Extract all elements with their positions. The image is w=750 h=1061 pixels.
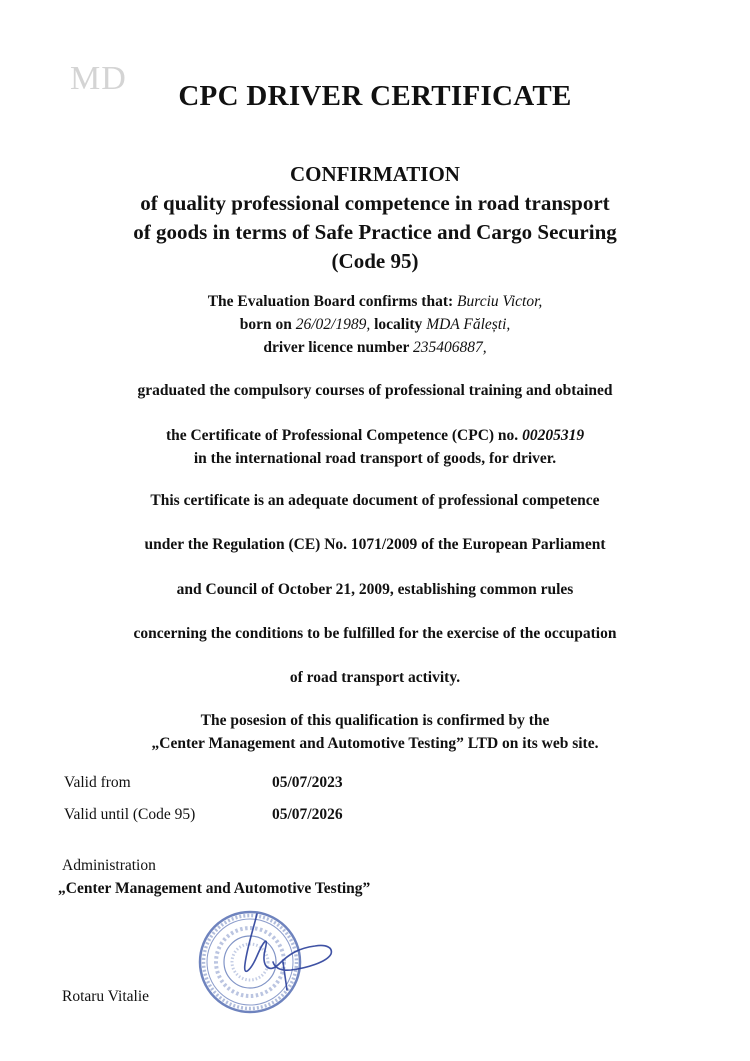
page-title: CPC DRIVER CERTIFICATE [178, 80, 572, 112]
valid-from-label: Valid from [64, 774, 131, 791]
certificate-line [0, 424, 750, 447]
valid-until-label: Valid until (Code 95) [64, 806, 196, 823]
regulation-line-5: of road transport activity. [289, 669, 461, 686]
valid-from-date: 05/07/2023 [272, 774, 343, 791]
signer-name: Rotaru Vitalie [62, 988, 150, 1005]
certificate-number: 00205319 [522, 427, 585, 444]
holder-details [0, 290, 750, 359]
confirms-label: The Evaluation Board confirms that: [207, 293, 454, 310]
posession-line-1: The posesion of this qualification is confirmed by the [200, 712, 550, 729]
stamp-signature [195, 900, 345, 1020]
certificate-label: the Certificate of Professional Competence (CPC) no. [165, 427, 519, 444]
regulation-line-2: under the Regulation (CE) No. 1071/2009 of the European Parliament [144, 536, 606, 553]
licence-line: driver licence number 235406887, [263, 339, 487, 356]
valid-until-row [64, 806, 343, 824]
licence-number: 235406887 [413, 339, 483, 356]
certificate-info [0, 424, 750, 470]
valid-until-date: 05/07/2026 [272, 806, 343, 823]
confirmation-line-1: CONFIRMATION [290, 162, 460, 186]
locality-value: MDA Fălești [426, 316, 507, 333]
birth-date: 26/02/1989 [295, 316, 367, 333]
graduated-text: graduated the compulsory courses of professional training and obtained [137, 382, 613, 399]
certificate-line-2: in the international road transport of goods, for driver. [193, 450, 557, 467]
regulation-line-3: and Council of October 21, 2009, establishing common rules [176, 581, 574, 598]
born-label: born on [239, 316, 292, 333]
confirmation-line-4: (Code 95) [331, 249, 419, 273]
confirmation-line-3: of goods in terms of Safe Practice and Cargo Securing [133, 220, 617, 244]
company-stamp [200, 912, 300, 1012]
holder-name-line: The Evaluation Board confirms that: Burciu Victor, [207, 293, 543, 310]
locality-label: locality [374, 316, 423, 333]
posession-note [0, 709, 750, 755]
licence-label: driver licence number [263, 339, 410, 356]
birth-line: born on 26/02/1989, locality MDA Fălești, [239, 316, 511, 333]
confirmation-heading [0, 160, 750, 276]
holder-name: Burciu Victor [457, 293, 539, 310]
valid-from-row [64, 774, 343, 792]
regulation-line-1: This certificate is an adequate document of professional competence [150, 492, 600, 509]
signature [245, 914, 332, 990]
confirmation-line-2: of quality professional competence in road transport [140, 191, 610, 215]
posession-line-2: „Center Management and Automotive Testing” LTD on its web site. [151, 735, 599, 752]
regulation-line-4: concerning the conditions to be fulfilled for the exercise of the occupation [133, 625, 617, 642]
administration-label: Administration [62, 857, 156, 874]
watermark: MD [70, 60, 127, 97]
company-name: „Center Management and Automotive Testing” [58, 880, 371, 897]
